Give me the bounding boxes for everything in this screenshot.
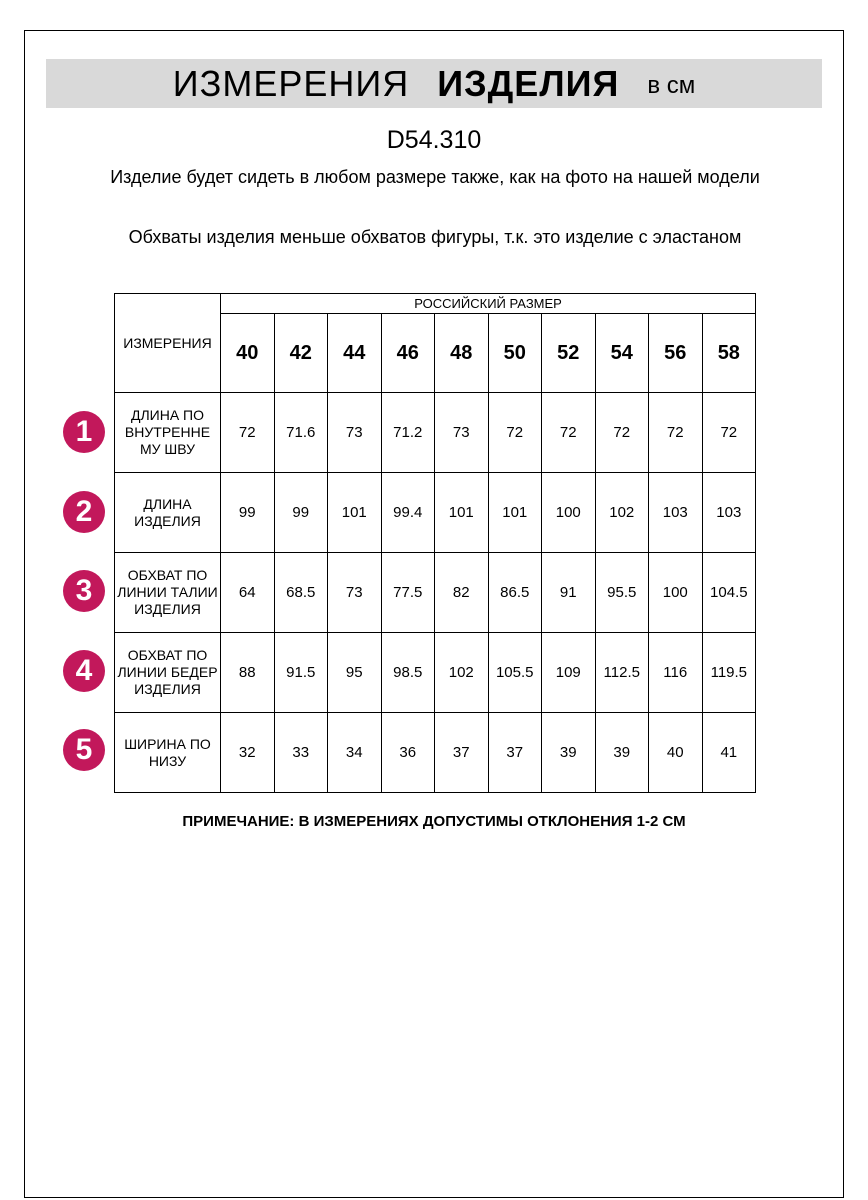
table-cell: 100 [649,553,703,633]
table-row [115,473,756,553]
row-number-badge: 2 [63,491,105,533]
size-header: 54 [595,314,649,393]
measurements-header: ИЗМЕРЕНИЯ [115,294,221,393]
size-header: 40 [221,314,275,393]
table-cell: 86.5 [488,553,542,633]
table-cell: 72 [649,393,703,473]
table-cell: 88 [221,633,275,713]
russian-size-header: РОССИЙСКИЙ РАЗМЕР [221,294,756,314]
table-cell: 102 [595,473,649,553]
table-cell: 72 [221,393,275,473]
table-cell: 34 [328,713,382,793]
row-label: ОБХВАТ ПО ЛИНИИ БЕДЕР ИЗДЕЛИЯ [115,633,221,713]
table-row [115,633,756,713]
row-number-badge: 1 [63,411,105,453]
elastane-note: Обхваты изделия меньше обхватов фигуры, т.к. это изделие с эластаном [128,227,742,247]
tolerance-footnote: ПРИМЕЧАНИЕ: В ИЗМЕРЕНИЯХ ДОПУСТИМЫ ОТКЛОНЕНИЯ 1-2 СМ [182,813,686,830]
row-number-badge: 3 [63,570,105,612]
table-cell: 72 [542,393,596,473]
size-header: 44 [328,314,382,393]
table-cell: 99 [274,473,328,553]
table-cell: 73 [328,553,382,633]
table-row [115,713,756,793]
fit-note: Изделие будет сидеть в любом размере также, как на фото на нашей модели [110,167,760,187]
size-header: 56 [649,314,703,393]
title-measurements: ИЗМЕРЕНИЯ [172,62,410,104]
table-cell: 119.5 [702,633,756,713]
table-cell: 73 [328,393,382,473]
table-cell: 101 [328,473,382,553]
row-label: ШИРИНА ПО НИЗУ [115,713,221,793]
table-cell: 73 [435,393,489,473]
title-unit: в см [647,71,696,99]
size-header: 58 [702,314,756,393]
table-cell: 41 [702,713,756,793]
row-label: ДЛИНА ПО ВНУТРЕННЕ МУ ШВУ [115,393,221,473]
table-cell: 91 [542,553,596,633]
table-cell: 103 [649,473,703,553]
table-cell: 39 [595,713,649,793]
size-header: 50 [488,314,542,393]
table-cell: 95.5 [595,553,649,633]
table-cell: 77.5 [381,553,435,633]
table-cell: 72 [702,393,756,473]
product-code: D54.310 [386,126,482,154]
table-cell: 99.4 [381,473,435,553]
table-cell: 103 [702,473,756,553]
table-cell: 116 [649,633,703,713]
table-cell: 104.5 [702,553,756,633]
table-cell: 33 [274,713,328,793]
row-number-badge: 5 [63,729,105,771]
table-row [115,393,756,473]
table-cell: 72 [488,393,542,473]
table-cell: 36 [381,713,435,793]
table-cell: 71.6 [274,393,328,473]
title-item: ИЗДЕЛИЯ [437,62,620,104]
table-cell: 39 [542,713,596,793]
table-cell: 95 [328,633,382,713]
table-cell: 101 [488,473,542,553]
table-row [115,553,756,633]
table-cell: 109 [542,633,596,713]
table-cell: 102 [435,633,489,713]
table-cell: 105.5 [488,633,542,713]
table-cell: 40 [649,713,703,793]
table-cell: 100 [542,473,596,553]
size-header: 46 [381,314,435,393]
table-cell: 112.5 [595,633,649,713]
title-bar [46,59,822,108]
table-cell: 101 [435,473,489,553]
size-header: 52 [542,314,596,393]
table-cell: 71.2 [381,393,435,473]
table-cell: 82 [435,553,489,633]
table-cell: 91.5 [274,633,328,713]
row-label: ОБХВАТ ПО ЛИНИИ ТАЛИИ ИЗДЕЛИЯ [115,553,221,633]
table-cell: 37 [488,713,542,793]
table-cell: 99 [221,473,275,553]
row-number-badge: 4 [63,650,105,692]
table-cell: 72 [595,393,649,473]
table-cell: 64 [221,553,275,633]
table-cell: 32 [221,713,275,793]
table-cell: 98.5 [381,633,435,713]
table-cell: 37 [435,713,489,793]
table-cell: 68.5 [274,553,328,633]
size-header: 48 [435,314,489,393]
row-label: ДЛИНА ИЗДЕЛИЯ [115,473,221,553]
size-header: 42 [274,314,328,393]
size-table [114,293,756,793]
